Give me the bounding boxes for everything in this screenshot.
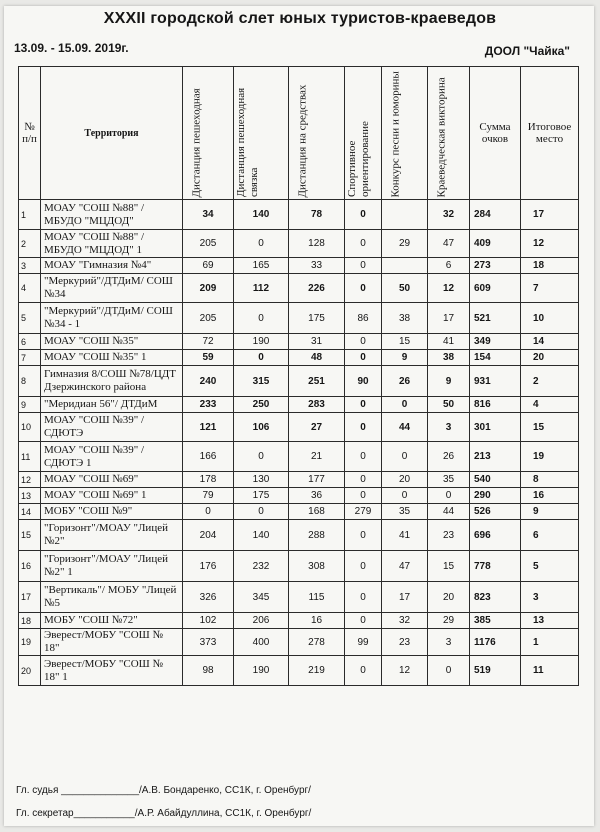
distance-walking-pair-cell: 106 [234, 413, 289, 442]
distance-vehicles-cell: 78 [289, 200, 345, 230]
sum-cell: 540 [470, 472, 521, 488]
distance-walking-pair-cell: 345 [234, 582, 289, 613]
local-quiz-cell: 0 [428, 656, 470, 686]
distance-vehicles-cell: 27 [289, 413, 345, 442]
song-contest-cell: 47 [382, 551, 428, 582]
final-place-cell: 7 [521, 274, 579, 303]
chief-secretary-signature-line: Гл. секретар___________/А.Р. Абайдуллина, СС1К, г. Оренбург/ [16, 808, 312, 819]
distance-walking-cell: 0 [183, 504, 234, 520]
col-header-distance-vehicles: Дистанция на средствах [289, 67, 345, 200]
sum-cell: 349 [470, 334, 521, 350]
territory-cell: "Меридиан 56"/ ДТДиМ [41, 397, 183, 413]
distance-walking-pair-cell: 232 [234, 551, 289, 582]
row-number: 16 [19, 551, 41, 582]
distance-vehicles-cell: 177 [289, 472, 345, 488]
table-row [19, 350, 579, 366]
distance-walking-cell: 373 [183, 629, 234, 656]
final-place-cell: 12 [521, 230, 579, 258]
local-quiz-cell: 17 [428, 303, 470, 334]
table-header-row [19, 67, 579, 200]
orienteering-cell: 0 [345, 230, 382, 258]
final-place-cell: 11 [521, 656, 579, 686]
distance-walking-cell: 240 [183, 366, 234, 397]
local-quiz-cell: 41 [428, 334, 470, 350]
orienteering-cell: 0 [345, 258, 382, 274]
local-quiz-cell: 38 [428, 350, 470, 366]
orienteering-cell: 0 [345, 334, 382, 350]
distance-vehicles-cell: 251 [289, 366, 345, 397]
col-header-orienteering: Спортивное ориентирование [345, 67, 382, 200]
sum-cell: 609 [470, 274, 521, 303]
table-row [19, 258, 579, 274]
territory-cell: МОБУ "СОШ №72" [41, 613, 183, 629]
song-contest-cell: 26 [382, 366, 428, 397]
row-number: 9 [19, 397, 41, 413]
distance-walking-pair-cell: 400 [234, 629, 289, 656]
orienteering-cell: 0 [345, 200, 382, 230]
camp-name: ДООЛ "Чайка" [484, 44, 570, 58]
results-table [18, 66, 579, 686]
row-number: 14 [19, 504, 41, 520]
territory-cell: МОАУ "СОШ №88" /МБУДО "МЦДОД" [41, 200, 183, 230]
territory-cell: МОАУ "СОШ №69" 1 [41, 488, 183, 504]
table-row [19, 274, 579, 303]
song-contest-cell: 38 [382, 303, 428, 334]
table-row [19, 472, 579, 488]
row-number: 13 [19, 488, 41, 504]
chief-judge-signature-line: Гл. судья ______________/А.В. Бондаренко, СС1К, г. Оренбург/ [16, 785, 311, 796]
distance-vehicles-cell: 283 [289, 397, 345, 413]
distance-walking-pair-cell: 0 [234, 350, 289, 366]
distance-walking-pair-cell: 0 [234, 230, 289, 258]
local-quiz-cell: 26 [428, 442, 470, 472]
local-quiz-cell: 23 [428, 520, 470, 551]
row-number: 8 [19, 366, 41, 397]
territory-cell: "Горизонт"/МОАУ "Лицей №2" 1 [41, 551, 183, 582]
final-place-cell: 14 [521, 334, 579, 350]
table-row [19, 200, 579, 230]
col-header-territory: Территория [41, 67, 183, 200]
row-number: 17 [19, 582, 41, 613]
song-contest-cell: 15 [382, 334, 428, 350]
final-place-cell: 1 [521, 629, 579, 656]
territory-cell: "Вертикаль"/ МОБУ "Лицей №5 [41, 582, 183, 613]
row-number: 7 [19, 350, 41, 366]
table-row [19, 656, 579, 686]
sum-cell: 521 [470, 303, 521, 334]
table-row [19, 629, 579, 656]
territory-cell: МОАУ "СОШ №39" /СДЮТЭ 1 [41, 442, 183, 472]
distance-vehicles-cell: 21 [289, 442, 345, 472]
sum-cell: 931 [470, 366, 521, 397]
sum-cell: 823 [470, 582, 521, 613]
table-row [19, 613, 579, 629]
row-number: 11 [19, 442, 41, 472]
sum-cell: 778 [470, 551, 521, 582]
table-row [19, 334, 579, 350]
sum-cell: 284 [470, 200, 521, 230]
table-row [19, 504, 579, 520]
distance-walking-cell: 166 [183, 442, 234, 472]
distance-walking-cell: 102 [183, 613, 234, 629]
col-header-final-place: Итоговое место [521, 67, 579, 200]
col-header-sum: Сумма очков [470, 67, 521, 200]
distance-walking-pair-cell: 190 [234, 334, 289, 350]
distance-vehicles-cell: 226 [289, 274, 345, 303]
local-quiz-cell: 50 [428, 397, 470, 413]
orienteering-cell: 0 [345, 613, 382, 629]
row-number: 19 [19, 629, 41, 656]
sum-cell: 273 [470, 258, 521, 274]
sum-cell: 213 [470, 442, 521, 472]
song-contest-cell: 17 [382, 582, 428, 613]
distance-vehicles-cell: 278 [289, 629, 345, 656]
sum-cell: 154 [470, 350, 521, 366]
local-quiz-cell: 12 [428, 274, 470, 303]
sum-cell: 301 [470, 413, 521, 442]
distance-walking-pair-cell: 140 [234, 200, 289, 230]
table-row [19, 582, 579, 613]
table-row [19, 230, 579, 258]
local-quiz-cell: 15 [428, 551, 470, 582]
distance-walking-pair-cell: 175 [234, 488, 289, 504]
table-row [19, 488, 579, 504]
distance-vehicles-cell: 33 [289, 258, 345, 274]
song-contest-cell: 23 [382, 629, 428, 656]
territory-cell: МОАУ "СОШ №88" /МБУДО "МЦДОД" 1 [41, 230, 183, 258]
col-header-number: № п/п [19, 67, 41, 200]
distance-vehicles-cell: 48 [289, 350, 345, 366]
song-contest-cell: 35 [382, 504, 428, 520]
final-place-cell: 9 [521, 504, 579, 520]
song-contest-cell: 12 [382, 656, 428, 686]
distance-vehicles-cell: 36 [289, 488, 345, 504]
territory-cell: "Горизонт"/МОАУ "Лицей №2" [41, 520, 183, 551]
song-contest-cell: 44 [382, 413, 428, 442]
orienteering-cell: 99 [345, 629, 382, 656]
sum-cell: 816 [470, 397, 521, 413]
distance-walking-pair-cell: 206 [234, 613, 289, 629]
final-place-cell: 16 [521, 488, 579, 504]
final-place-cell: 19 [521, 442, 579, 472]
local-quiz-cell: 6 [428, 258, 470, 274]
final-place-cell: 17 [521, 200, 579, 230]
event-dates: 13.09. - 15.09. 2019г. [14, 41, 129, 55]
col-header-song-contest: Конкурс песни и юморины [382, 67, 428, 200]
distance-walking-pair-cell: 165 [234, 258, 289, 274]
territory-cell: МОАУ "Гимназия №4" [41, 258, 183, 274]
song-contest-cell: 29 [382, 230, 428, 258]
orienteering-cell: 0 [345, 551, 382, 582]
sum-cell: 385 [470, 613, 521, 629]
territory-cell: Эверест/МОБУ "СОШ № 18" 1 [41, 656, 183, 686]
orienteering-cell: 0 [345, 274, 382, 303]
page-title: XXXII городской слет юных туристов-краеведов [103, 10, 497, 27]
final-place-cell: 5 [521, 551, 579, 582]
territory-cell: "Меркурий"/ДТДиМ/ СОШ №34 - 1 [41, 303, 183, 334]
final-place-cell: 20 [521, 350, 579, 366]
distance-walking-cell: 34 [183, 200, 234, 230]
territory-cell: МОАУ "СОШ №35" [41, 334, 183, 350]
distance-walking-pair-cell: 315 [234, 366, 289, 397]
local-quiz-cell: 44 [428, 504, 470, 520]
row-number: 20 [19, 656, 41, 686]
row-number: 6 [19, 334, 41, 350]
final-place-cell: 18 [521, 258, 579, 274]
local-quiz-cell: 35 [428, 472, 470, 488]
final-place-cell: 3 [521, 582, 579, 613]
distance-vehicles-cell: 219 [289, 656, 345, 686]
distance-walking-pair-cell: 190 [234, 656, 289, 686]
sum-cell: 1176 [470, 629, 521, 656]
orienteering-cell: 0 [345, 582, 382, 613]
col-header-local-quiz: Краеведческая викторина [428, 67, 470, 200]
orienteering-cell: 0 [345, 413, 382, 442]
col-header-distance-walking-pair: Дистанция пешеходная связка [234, 67, 289, 200]
orienteering-cell: 90 [345, 366, 382, 397]
orienteering-cell: 0 [345, 397, 382, 413]
song-contest-cell: 20 [382, 472, 428, 488]
table-row [19, 413, 579, 442]
distance-walking-cell: 121 [183, 413, 234, 442]
distance-vehicles-cell: 31 [289, 334, 345, 350]
row-number: 2 [19, 230, 41, 258]
distance-vehicles-cell: 175 [289, 303, 345, 334]
distance-walking-cell: 98 [183, 656, 234, 686]
territory-cell: МОАУ "СОШ №69" [41, 472, 183, 488]
distance-walking-pair-cell: 0 [234, 303, 289, 334]
song-contest-cell: 9 [382, 350, 428, 366]
row-number: 4 [19, 274, 41, 303]
territory-cell: Гимназия 8/СОШ №78/ЦДТ Дзержинского района [41, 366, 183, 397]
table-row [19, 366, 579, 397]
table-row [19, 303, 579, 334]
sum-cell: 526 [470, 504, 521, 520]
final-place-cell: 10 [521, 303, 579, 334]
distance-walking-pair-cell: 112 [234, 274, 289, 303]
territory-cell: МОАУ "СОШ №35" 1 [41, 350, 183, 366]
final-place-cell: 2 [521, 366, 579, 397]
local-quiz-cell: 9 [428, 366, 470, 397]
distance-walking-cell: 176 [183, 551, 234, 582]
song-contest-cell: 0 [382, 488, 428, 504]
distance-vehicles-cell: 128 [289, 230, 345, 258]
distance-walking-cell: 69 [183, 258, 234, 274]
orienteering-cell: 0 [345, 520, 382, 551]
final-place-cell: 13 [521, 613, 579, 629]
territory-cell: МОАУ "СОШ №39" /СДЮТЭ [41, 413, 183, 442]
song-contest-cell [382, 200, 428, 230]
row-number: 12 [19, 472, 41, 488]
final-place-cell: 8 [521, 472, 579, 488]
distance-walking-cell: 209 [183, 274, 234, 303]
local-quiz-cell: 29 [428, 613, 470, 629]
orienteering-cell: 0 [345, 472, 382, 488]
orienteering-cell: 0 [345, 488, 382, 504]
territory-cell: Эверест/МОБУ "СОШ № 18" [41, 629, 183, 656]
table-row [19, 520, 579, 551]
sum-cell: 696 [470, 520, 521, 551]
distance-walking-cell: 205 [183, 303, 234, 334]
orienteering-cell: 86 [345, 303, 382, 334]
distance-walking-pair-cell: 250 [234, 397, 289, 413]
distance-walking-pair-cell: 130 [234, 472, 289, 488]
local-quiz-cell: 32 [428, 200, 470, 230]
territory-cell: МОБУ "СОШ №9" [41, 504, 183, 520]
distance-vehicles-cell: 288 [289, 520, 345, 551]
distance-walking-pair-cell: 0 [234, 442, 289, 472]
final-place-cell: 6 [521, 520, 579, 551]
orienteering-cell: 0 [345, 350, 382, 366]
song-contest-cell: 32 [382, 613, 428, 629]
row-number: 15 [19, 520, 41, 551]
song-contest-cell: 0 [382, 397, 428, 413]
local-quiz-cell: 3 [428, 629, 470, 656]
distance-walking-cell: 79 [183, 488, 234, 504]
table-row [19, 397, 579, 413]
local-quiz-cell: 3 [428, 413, 470, 442]
distance-walking-cell: 204 [183, 520, 234, 551]
orienteering-cell: 0 [345, 656, 382, 686]
distance-walking-cell: 326 [183, 582, 234, 613]
table-row [19, 442, 579, 472]
distance-walking-cell: 178 [183, 472, 234, 488]
local-quiz-cell: 0 [428, 488, 470, 504]
song-contest-cell: 41 [382, 520, 428, 551]
sum-cell: 519 [470, 656, 521, 686]
sum-cell: 409 [470, 230, 521, 258]
distance-vehicles-cell: 16 [289, 613, 345, 629]
song-contest-cell: 0 [382, 442, 428, 472]
distance-vehicles-cell: 115 [289, 582, 345, 613]
sum-cell: 290 [470, 488, 521, 504]
orienteering-cell: 279 [345, 504, 382, 520]
table-row [19, 551, 579, 582]
final-place-cell: 4 [521, 397, 579, 413]
distance-vehicles-cell: 168 [289, 504, 345, 520]
song-contest-cell [382, 258, 428, 274]
final-place-cell: 15 [521, 413, 579, 442]
distance-walking-cell: 233 [183, 397, 234, 413]
song-contest-cell: 50 [382, 274, 428, 303]
row-number: 5 [19, 303, 41, 334]
row-number: 18 [19, 613, 41, 629]
row-number: 10 [19, 413, 41, 442]
local-quiz-cell: 20 [428, 582, 470, 613]
distance-walking-pair-cell: 140 [234, 520, 289, 551]
orienteering-cell: 0 [345, 442, 382, 472]
territory-cell: "Меркурий"/ДТДиМ/ СОШ №34 [41, 274, 183, 303]
row-number: 1 [19, 200, 41, 230]
local-quiz-cell: 47 [428, 230, 470, 258]
distance-walking-pair-cell: 0 [234, 504, 289, 520]
distance-walking-cell: 59 [183, 350, 234, 366]
row-number: 3 [19, 258, 41, 274]
distance-walking-cell: 72 [183, 334, 234, 350]
col-header-distance-walking: Дистанция пешеходная [183, 67, 234, 200]
distance-walking-cell: 205 [183, 230, 234, 258]
distance-vehicles-cell: 308 [289, 551, 345, 582]
